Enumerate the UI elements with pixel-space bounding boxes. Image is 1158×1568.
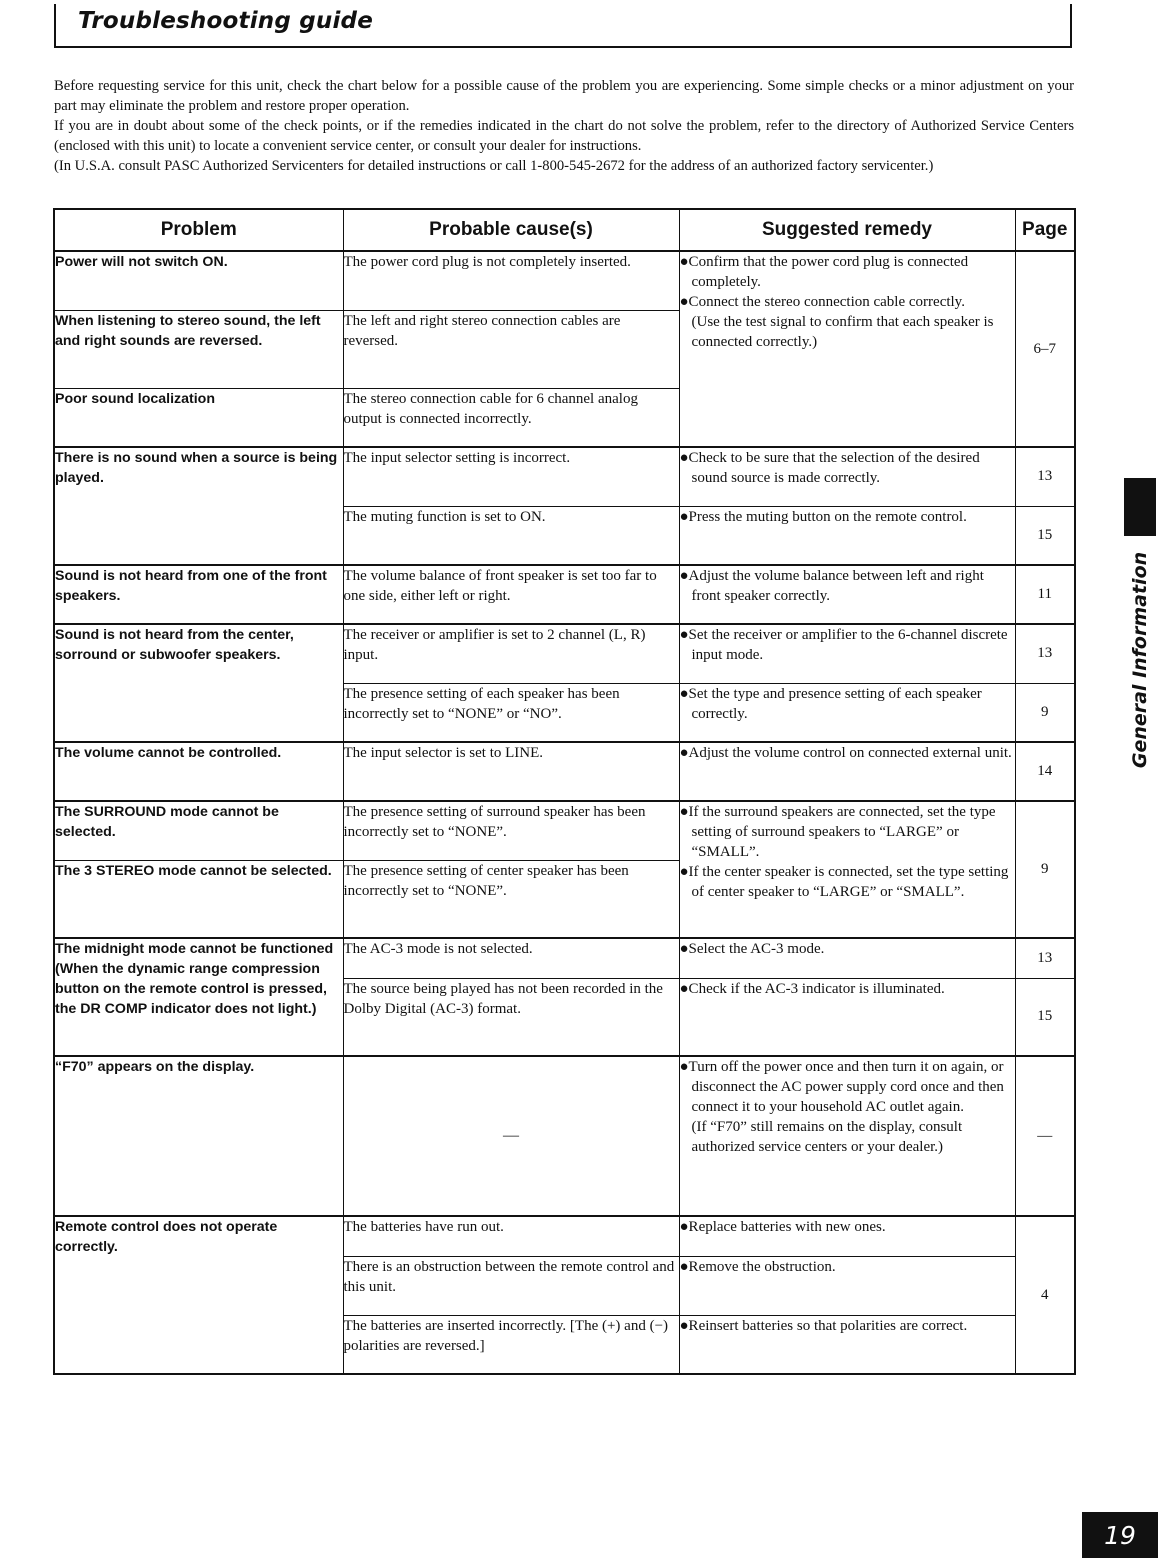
remedy-line: ●Adjust the volume balance between left and right front speaker correctly. (679, 568, 984, 604)
remedy-cell (679, 1216, 1015, 1256)
header-remedy: Suggested remedy (679, 209, 1015, 251)
cause-cell: There is an obstruction between the remote control and this unit. (343, 1256, 679, 1315)
cause-cell: — (343, 1056, 679, 1216)
remedy-line: ●If the center speaker is connected, set the type setting of center speaker to “LARGE” or “SMALL”. (679, 864, 1009, 900)
remedy-line: ●Reinsert batteries so that polarities are correct. (679, 1317, 968, 1334)
remedy-line: ●Set the receiver or amplifier to the 6-channel discrete input mode. (679, 627, 1008, 663)
remedy-note: (If “F70” still remains on the display, consult authorized service centers or your dealer.) (691, 1119, 963, 1155)
table-row (54, 251, 1075, 310)
table-row (54, 742, 1075, 801)
table-row (54, 624, 1075, 683)
cause-cell: The power cord plug is not completely inserted. (343, 251, 679, 310)
remedy-line: ●If the surround speakers are connected, set the type setting of surround speakers to “LARGE” or “SMALL”. (679, 804, 996, 860)
cause-cell: The input selector is set to LINE. (343, 742, 679, 801)
problem-cell: The 3 STEREO mode cannot be selected. (54, 860, 343, 938)
cause-cell: The batteries are inserted incorrectly. [The (+) and (−) polarities are reversed.] (343, 1315, 679, 1374)
intro-text (54, 76, 1074, 176)
intro-paragraph: Before requesting service for this unit, check the chart below for a possible cause of the problem you are experiencing. Some simple checks or a minor adjustment on your part may eliminate the problem and restore proper operation. (54, 78, 1074, 114)
problem-cell: There is no sound when a source is being played. (54, 447, 343, 565)
problem-cell: The midnight mode cannot be functioned (When the dynamic range compression button on the remote control is pressed, the DR COMP indicator does not light.) (54, 938, 343, 1056)
problem-cell: “F70” appears on the display. (54, 1056, 343, 1216)
remedy-line: ●Select the AC-3 mode. (679, 941, 825, 957)
cause-cell: The volume balance of front speaker is set too far to one side, either left or right. (343, 565, 679, 624)
table-row (54, 1216, 1075, 1256)
remedy-cell (679, 801, 1015, 938)
remedy-cell (679, 624, 1015, 683)
remedy-line: ●Press the muting button on the remote control. (679, 508, 967, 525)
section-side-label: General Information (1129, 551, 1151, 769)
cause-cell: The AC-3 mode is not selected. (343, 938, 679, 978)
remedy-line: ●Check to be sure that the selection of the desired sound source is made correctly. (679, 450, 980, 486)
page-number: 19 (1082, 1512, 1158, 1558)
page-title: Troubleshooting guide (78, 8, 374, 34)
remedy-cell (679, 1256, 1015, 1315)
cause-cell: The source being played has not been recorded in the Dolby Digital (AC-3) format. (343, 978, 679, 1056)
cause-cell: The presence setting of each speaker has been incorrectly set to “NONE” or “NO”. (343, 683, 679, 742)
title-box (54, 4, 1072, 48)
problem-cell: The volume cannot be controlled. (54, 742, 343, 801)
section-tab-marker (1124, 478, 1156, 536)
page-cell: 9 (1015, 683, 1075, 742)
problem-cell: Sound is not heard from the center, sorround or subwoofer speakers. (54, 624, 343, 742)
remedy-line: ●Remove the obstruction. (679, 1258, 836, 1275)
cause-cell: The left and right stereo connection cables are reversed. (343, 310, 679, 388)
problem-cell: Power will not switch ON. (54, 251, 343, 310)
page-cell: — (1015, 1056, 1075, 1216)
cause-cell: The presence setting of surround speaker has been incorrectly set to “NONE”. (343, 801, 679, 860)
remedy-cell (679, 447, 1015, 506)
cause-cell: The receiver or amplifier is set to 2 channel (L, R) input. (343, 624, 679, 683)
remedy-line: ●Set the type and presence setting of each speaker correctly. (679, 685, 982, 722)
page-cell: 13 (1015, 447, 1075, 506)
remedy-cell (679, 506, 1015, 565)
cause-cell: The input selector setting is incorrect. (343, 447, 679, 506)
header-problem: Problem (54, 209, 343, 251)
page-cell: 13 (1015, 624, 1075, 683)
page-cell: 15 (1015, 978, 1075, 1056)
table-row (54, 447, 1075, 506)
cause-cell: The stereo connection cable for 6 channel analog output is connected incorrectly. (343, 388, 679, 447)
remedy-cell (679, 978, 1015, 1056)
table-header-row (54, 209, 1075, 251)
table-row (54, 565, 1075, 624)
remedy-cell (679, 683, 1015, 742)
problem-cell: Remote control does not operate correctly. (54, 1216, 343, 1374)
remedy-line: ●Turn off the power once and then turn it on again, or disconnect the AC power supply cord once and then connect it to your household AC outlet again. (679, 1059, 1004, 1115)
page-cell: 4 (1015, 1216, 1075, 1374)
intro-paragraph: If you are in doubt about some of the check points, or if the remedies indicated in the chart do not solve the problem, refer to the directory of Authorized Service Centers (enclosed with this unit) to locate a convenient service center, or consult your dealer for instructions. (54, 118, 1074, 154)
remedy-cell (679, 1315, 1015, 1374)
troubleshooting-table (53, 208, 1076, 1375)
cause-cell: The presence setting of center speaker has been incorrectly set to “NONE”. (343, 860, 679, 938)
remedy-line: ●Adjust the volume control on connected external unit. (679, 745, 1012, 761)
problem-cell: Poor sound localization (54, 388, 343, 447)
table-row (54, 938, 1075, 978)
problem-cell: The SURROUND mode cannot be selected. (54, 801, 343, 860)
page-cell: 13 (1015, 938, 1075, 978)
remedy-cell (679, 1056, 1015, 1216)
page-cell: 9 (1015, 801, 1075, 938)
table-row (54, 1056, 1075, 1216)
cause-cell: The muting function is set to ON. (343, 506, 679, 565)
page-cell: 14 (1015, 742, 1075, 801)
problem-cell: When listening to stereo sound, the left and right sounds are reversed. (54, 310, 343, 388)
remedy-cell (679, 742, 1015, 801)
remedy-line: ●Confirm that the power cord plug is connected completely. (679, 254, 969, 290)
problem-cell: Sound is not heard from one of the front speakers. (54, 565, 343, 624)
remedy-cell (679, 938, 1015, 978)
remedy-note: (Use the test signal to confirm that each speaker is connected correctly.) (691, 314, 994, 350)
page-cell: 6–7 (1015, 251, 1075, 447)
cause-cell: The batteries have run out. (343, 1216, 679, 1256)
remedy-cell (679, 565, 1015, 624)
table-row (54, 801, 1075, 860)
remedy-line: ●Connect the stereo connection cable correctly. (679, 294, 965, 310)
header-page: Page (1015, 209, 1075, 251)
remedy-line: ●Check if the AC-3 indicator is illuminated. (679, 980, 945, 997)
page-cell: 15 (1015, 506, 1075, 565)
page-cell: 11 (1015, 565, 1075, 624)
intro-paragraph: (In U.S.A. consult PASC Authorized Servicenters for detailed instructions or call 1-800-545-2672 for the address of an authorized factory servicenter.) (54, 158, 934, 174)
remedy-line: ●Replace batteries with new ones. (679, 1219, 886, 1235)
remedy-cell (679, 251, 1015, 447)
header-cause: Probable cause(s) (343, 209, 679, 251)
